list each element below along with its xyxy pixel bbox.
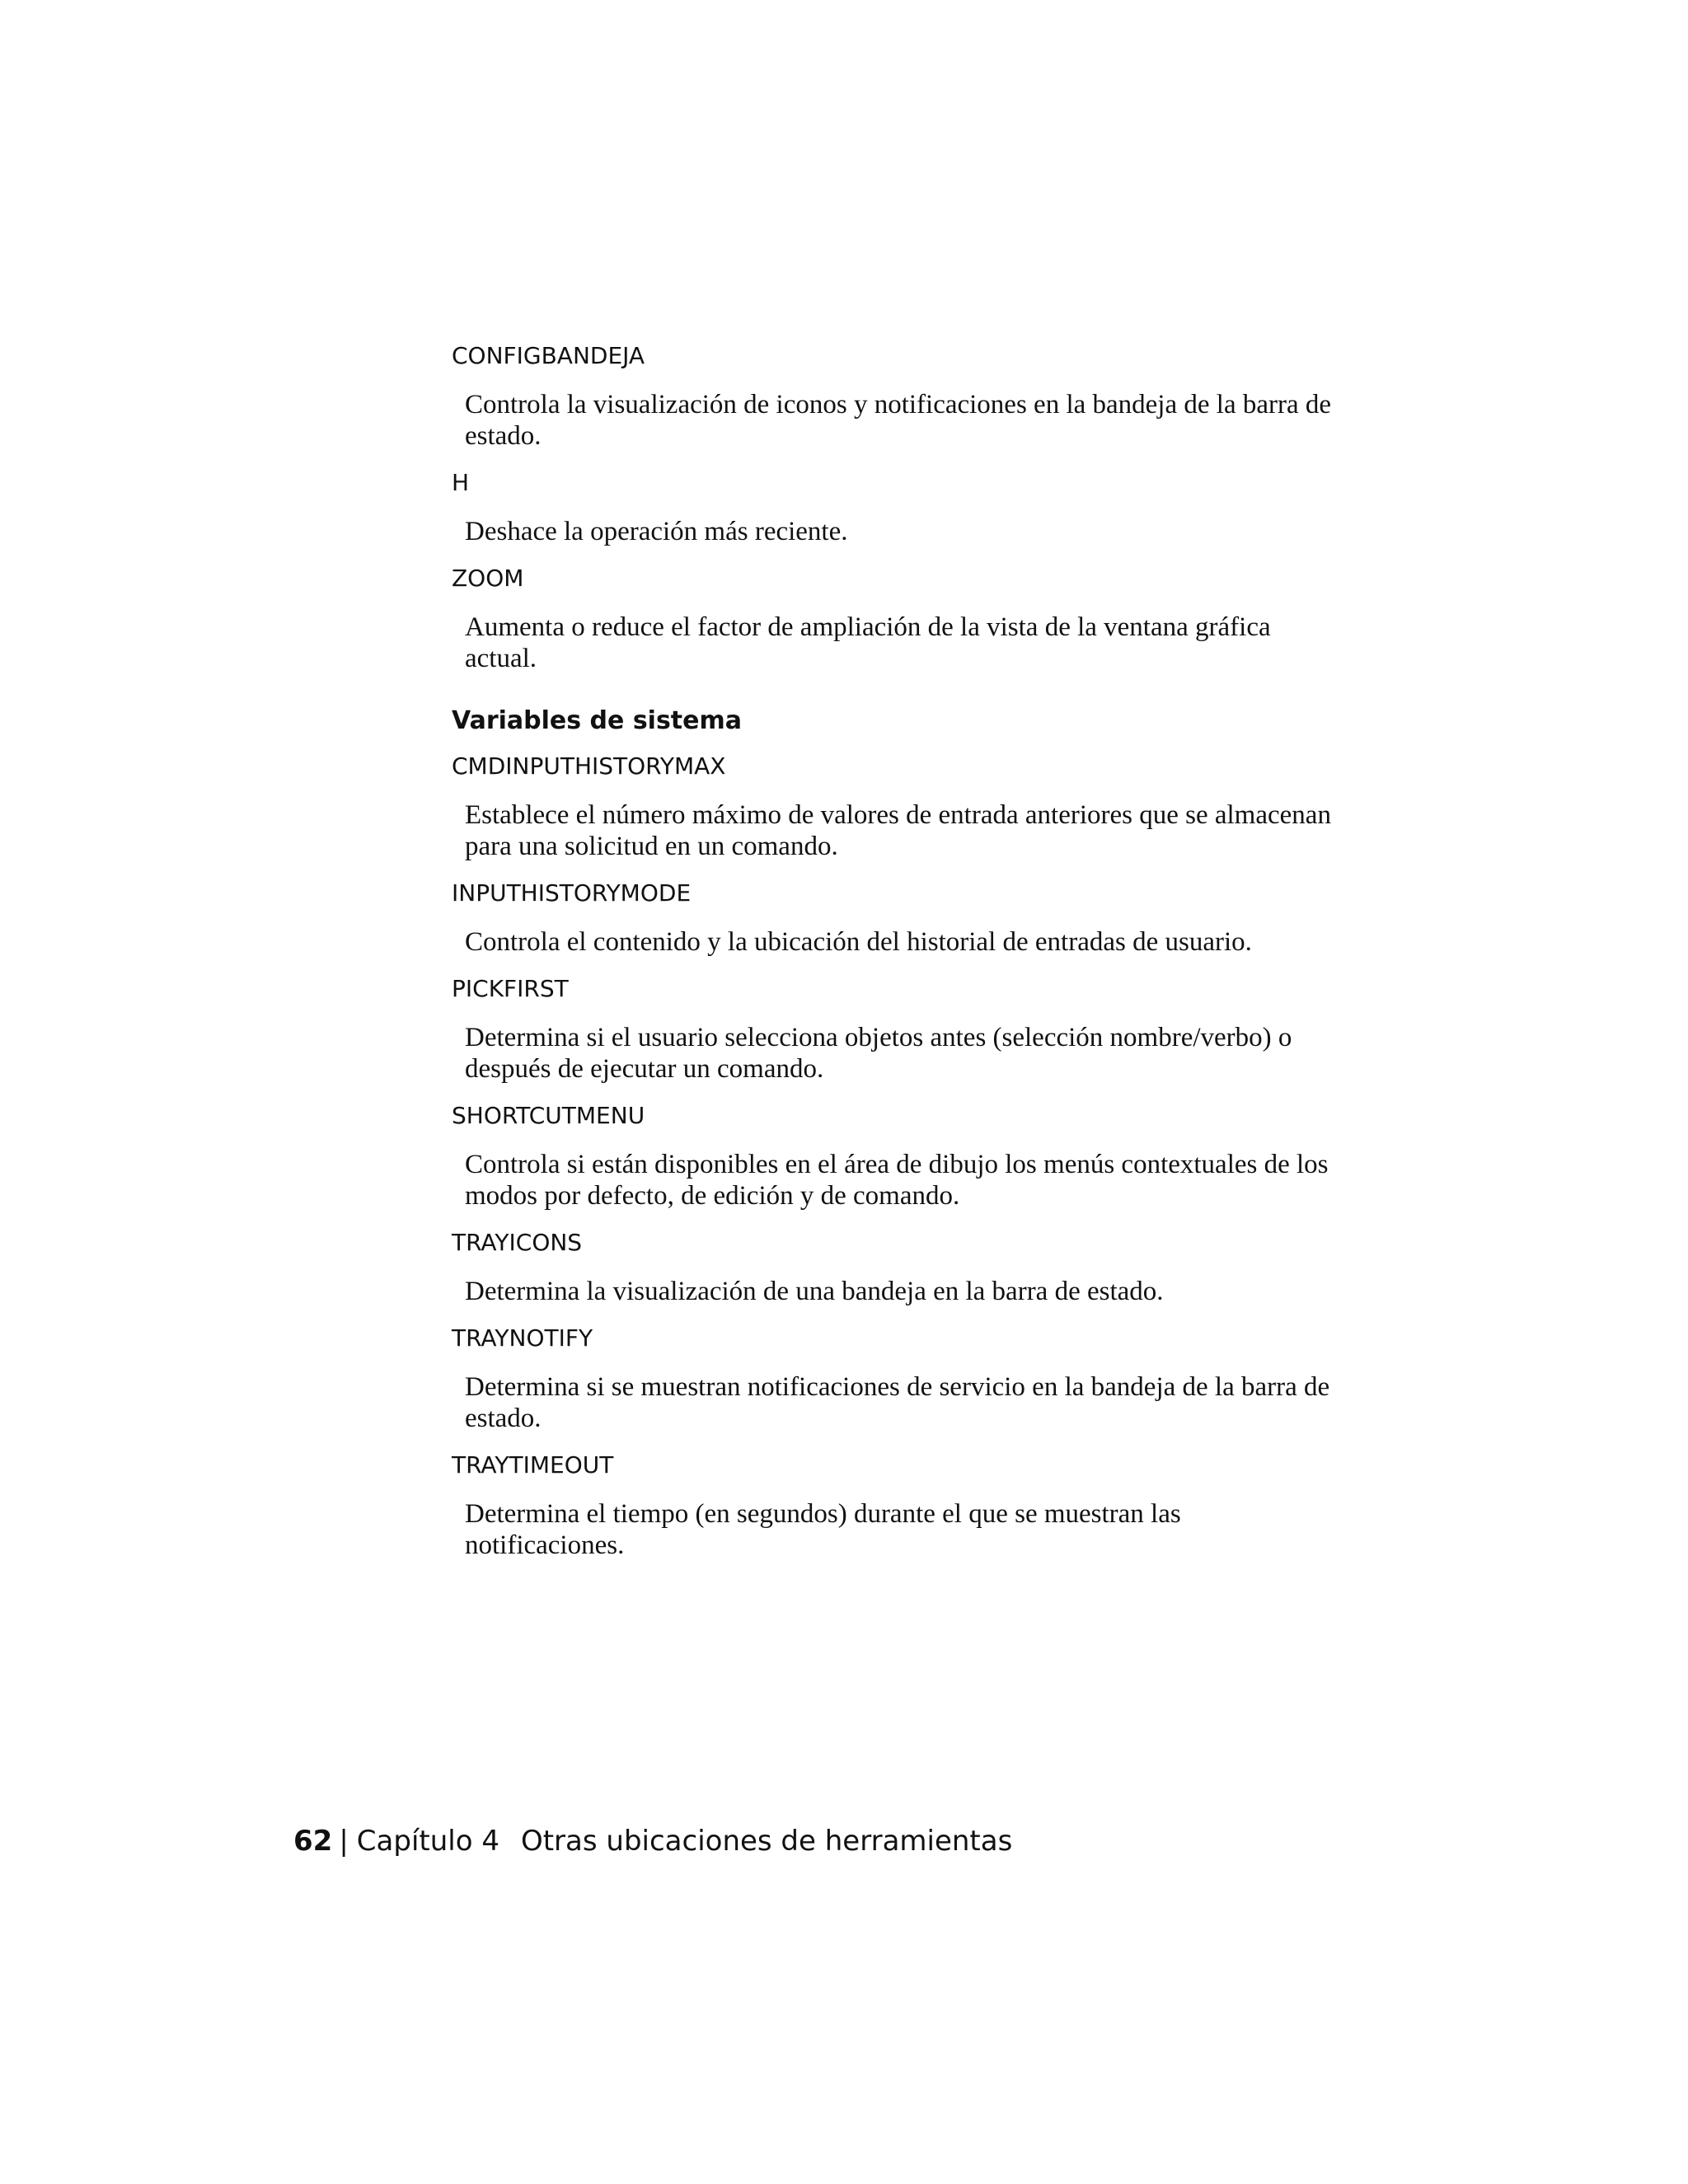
variable-description: Establece el número máximo de valores de entrada anteriores que se almacenan para una solicitud en un comando. xyxy=(465,800,1331,861)
page-number: 62 xyxy=(293,1825,333,1858)
main-column xyxy=(452,341,1342,1577)
variable-entry xyxy=(452,1324,1342,1434)
variable-term: TRAYNOTIFY xyxy=(452,1324,593,1352)
variable-entry xyxy=(452,974,1342,1085)
footer-separator: | xyxy=(339,1825,349,1858)
variable-entry xyxy=(452,1228,1342,1307)
command-description: Aumenta o reduce el factor de ampliación de la vista de la ventana gráfica actual. xyxy=(465,612,1271,673)
variable-entry xyxy=(452,1101,1342,1212)
variable-description: Controla si están disponibles en el área de dibujo los menús contextuales de los modos por defecto, de edición y de comando. xyxy=(465,1150,1329,1211)
variable-term: SHORTCUTMENU xyxy=(452,1102,645,1129)
command-entry xyxy=(452,341,1342,452)
variable-term: CMDINPUTHISTORYMAX xyxy=(452,752,726,780)
command-term: ZOOM xyxy=(452,565,524,592)
variable-term: INPUTHISTORYMODE xyxy=(452,879,692,907)
section-heading: Variables de sistema xyxy=(452,706,743,735)
variable-entry xyxy=(452,879,1342,958)
variable-description: Determina la visualización de una bandeja en la barra de estado. xyxy=(465,1277,1164,1306)
command-entry xyxy=(452,564,1342,674)
command-description: Deshace la operación más reciente. xyxy=(465,517,848,546)
command-description: Controla la visualización de iconos y notificaciones en la bandeja de la barra de estado. xyxy=(465,390,1332,451)
variable-term: TRAYICONS xyxy=(452,1229,583,1256)
variable-term: PICKFIRST xyxy=(452,975,569,1002)
page-footer xyxy=(293,1823,1012,1859)
variable-description: Determina si el usuario selecciona objetos antes (selección nombre/verbo) o después de ejecutar un comando. xyxy=(465,1023,1292,1084)
variable-description: Determina el tiempo (en segundos) durante el que se muestran las notificaciones. xyxy=(465,1499,1181,1560)
variable-entry xyxy=(452,752,1342,862)
chapter-label: Capítulo 4 xyxy=(356,1825,499,1858)
variable-entry xyxy=(452,1451,1342,1561)
command-entry xyxy=(452,468,1342,547)
variable-description: Controla el contenido y la ubicación del historial de entradas de usuario. xyxy=(465,927,1252,957)
chapter-title: Otras ubicaciones de herramientas xyxy=(520,1825,1013,1858)
variable-term: TRAYTIMEOUT xyxy=(452,1451,614,1479)
command-term: CONFIGBANDEJA xyxy=(452,342,645,369)
variable-description: Determina si se muestran notificaciones de servicio en la bandeja de la barra de estado. xyxy=(465,1372,1330,1433)
command-term: H xyxy=(452,469,470,496)
